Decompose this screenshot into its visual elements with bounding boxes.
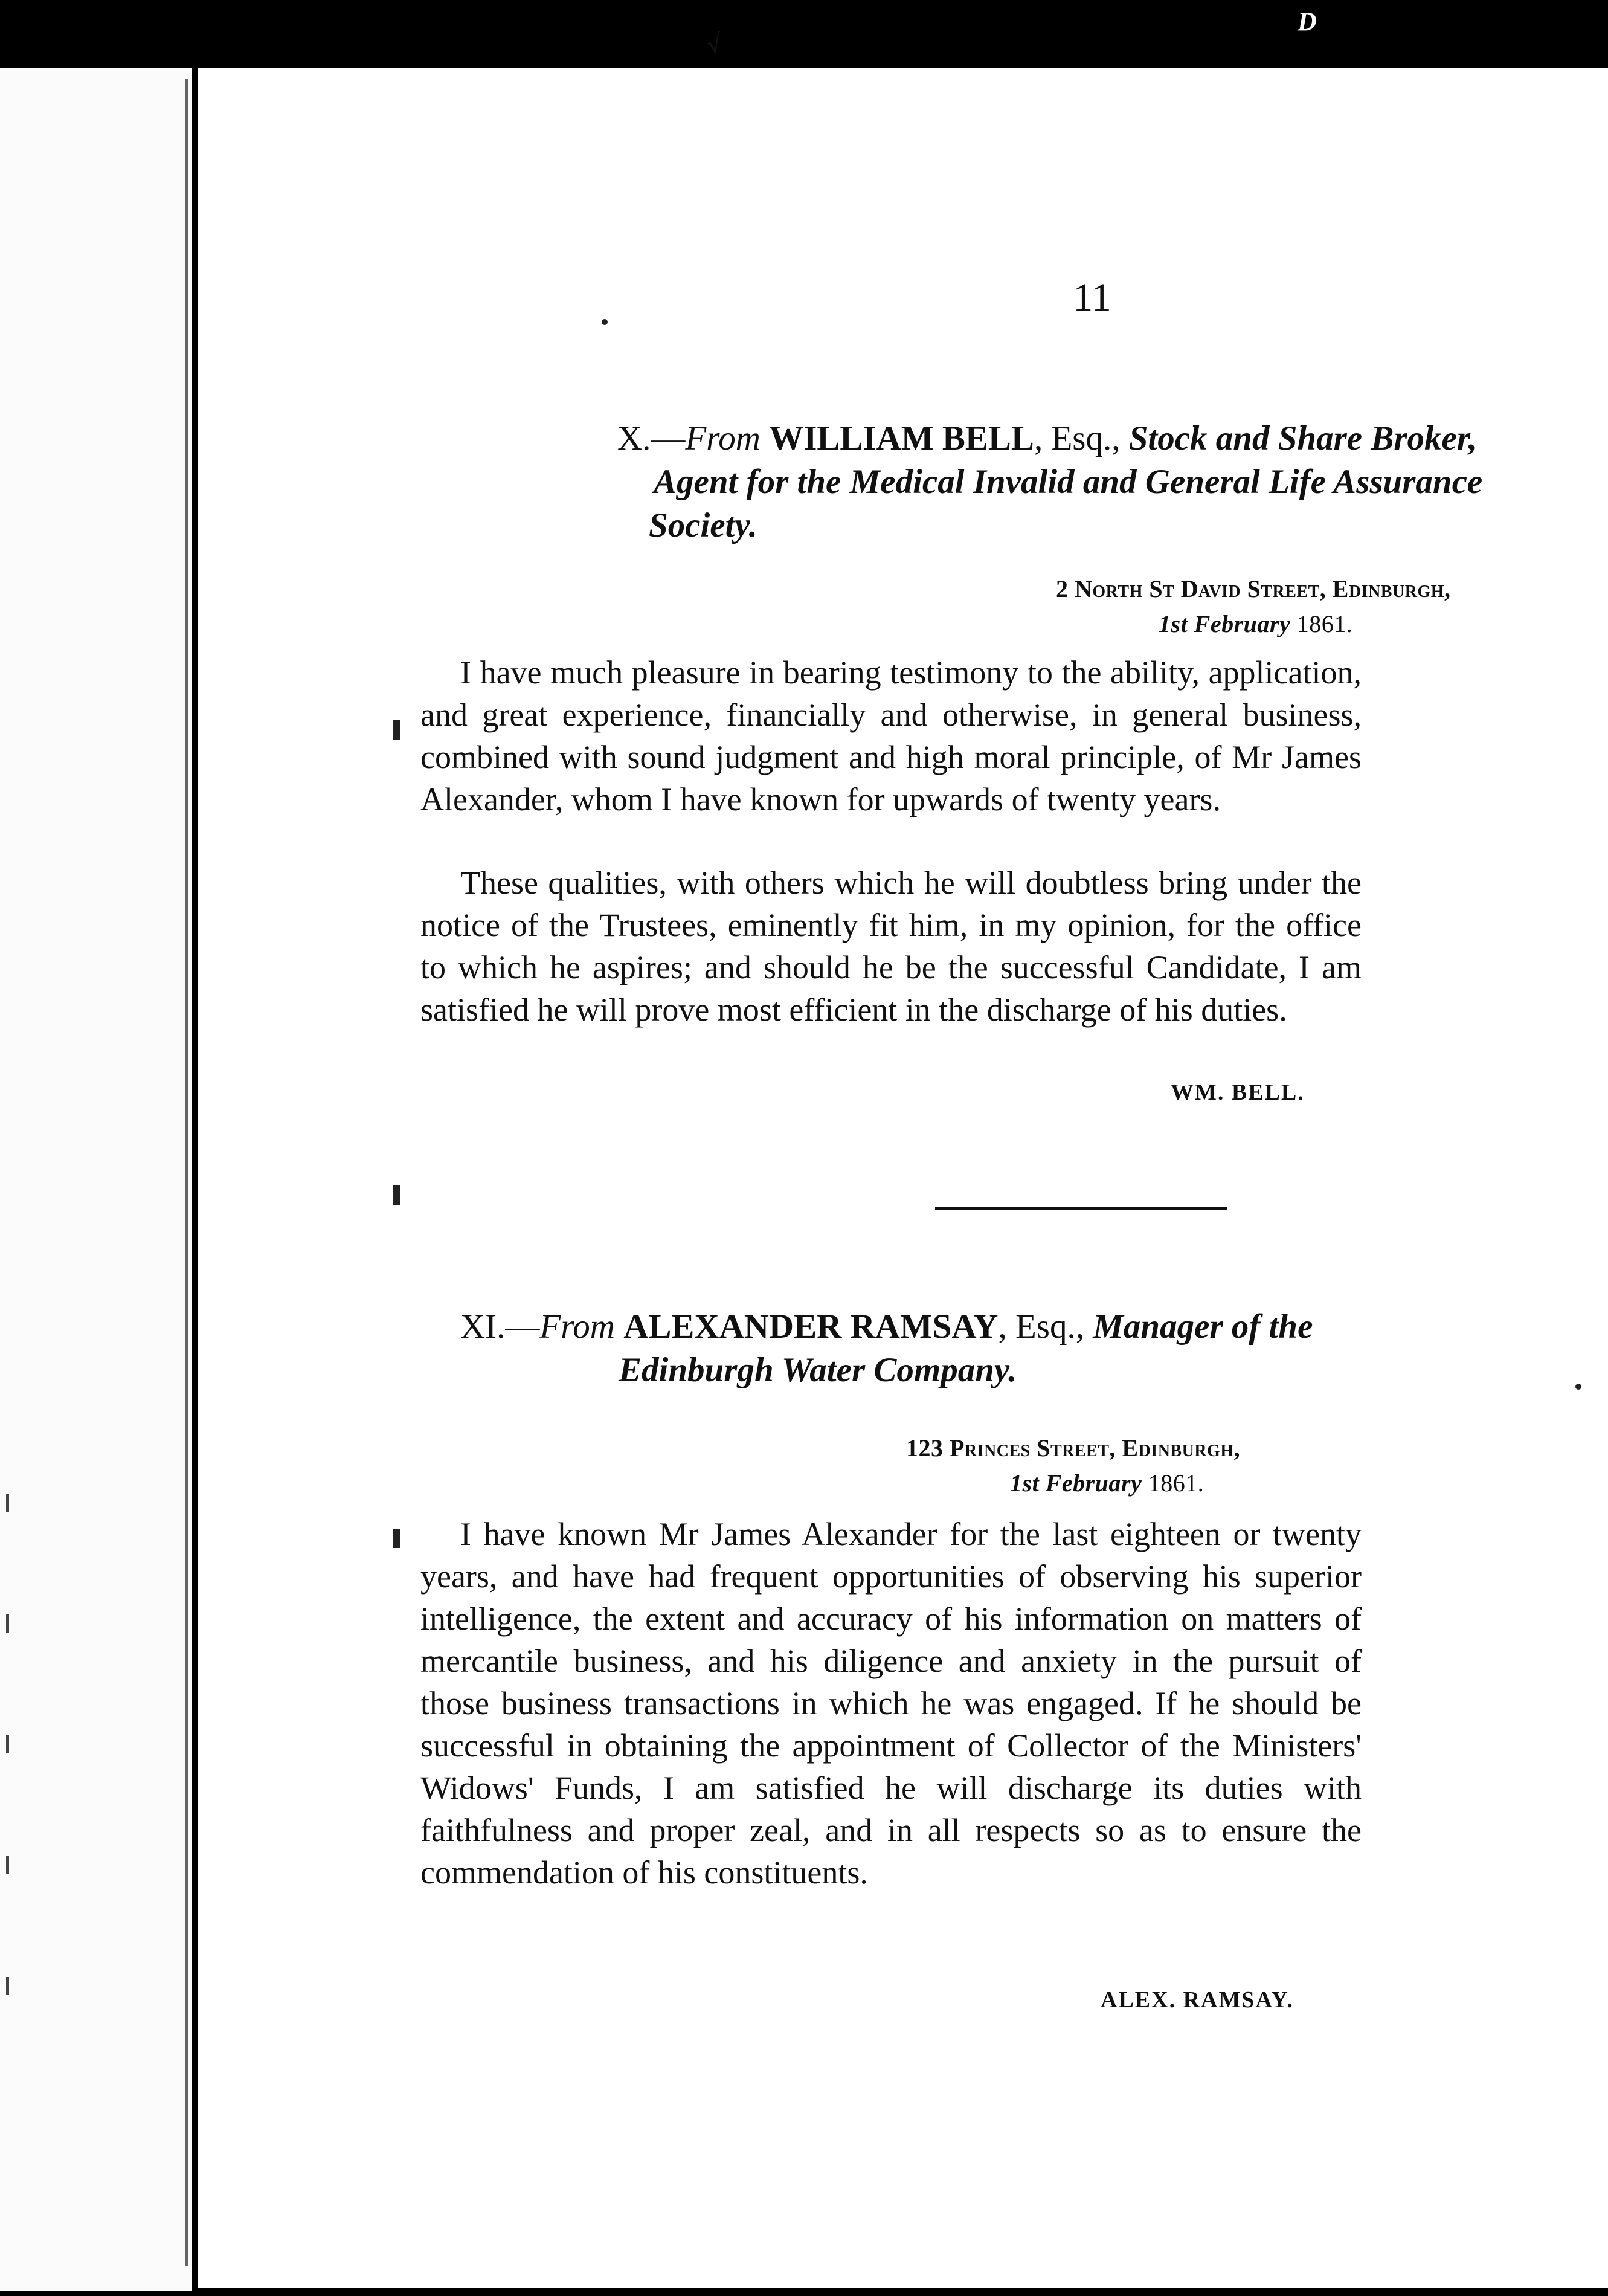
left-page-mark	[6, 1856, 9, 1874]
margin-tick	[393, 1185, 400, 1205]
top-check-mark: √	[703, 28, 726, 60]
left-page-mark	[6, 1494, 9, 1512]
page-number: 11	[1073, 276, 1111, 320]
letter-10-paragraph-1: I have much pleasure in bearing testimony to the ability, application, and great experience, financially and otherwise, in general business, combined with sound judgment and high moral principle, of Mr James Alexander, whom I have known for upwards of twenty years.	[420, 654, 1362, 817]
letter-11-numeral: XI.—	[460, 1308, 540, 1346]
document-page	[198, 68, 1608, 2288]
letter-10-suffix: , Esq.,	[1034, 419, 1121, 457]
left-page-mark	[6, 1977, 9, 1995]
letter-10-heading	[617, 417, 1572, 547]
letter-11-address-line: 123 Princes Street, Edinburgh,	[906, 1434, 1241, 1462]
letter-10-title-line-1: Stock and Share Broker,	[1128, 419, 1478, 457]
margin-tick	[393, 1529, 400, 1548]
letter-11-heading	[460, 1305, 1427, 1392]
letter-10-sender: WILLIAM BELL	[769, 419, 1034, 457]
letter-10-title-line-3: Society.	[649, 506, 757, 544]
left-page-mark	[6, 1735, 9, 1753]
specks	[1575, 1384, 1581, 1390]
letter-11-sender: ALEXANDER RAMSAY	[623, 1308, 999, 1346]
letter-11-date: 1st February	[1010, 1469, 1142, 1497]
left-page-edge	[0, 68, 192, 2291]
page-gutter-line	[185, 79, 188, 2266]
letter-10-title-line-2: Agent for the Medical Invalid and General Life Assurance	[654, 463, 1483, 501]
letter-11-from: From	[539, 1308, 615, 1346]
letter-10-paragraph-2: These qualities, with others which he will doubtless bring under the notice of the Trustees, eminently fit him, in my opinion, for the office to which he aspires; and should he be the successful Candidate, I am satisfied he will prove most efficient in the discharge of his duties.	[420, 865, 1362, 1028]
specks	[602, 319, 608, 325]
letter-11-address	[906, 1431, 1534, 1501]
letter-11-title-line-1: Manager of the	[1093, 1308, 1313, 1346]
letter-11-suffix: , Esq.,	[998, 1308, 1084, 1346]
letter-10-date: 1st February	[1159, 610, 1291, 637]
letter-11-paragraph: I have known Mr James Alexander for the last eighteen or twenty years, and have had frequent opportunities of observing his superior intelligence, the extent and accuracy of his information on matters of mercantile business, and his diligence and anxiety in the pursuit of those business transactions in which he was engaged. If he should be successful in obtaining the appointment of Collector of the Ministers' Widows' Funds, I am satisfied he will discharge its duties with faithfulness and proper zeal, and in all respects so as to ensure the commendation of his constituents.	[420, 1516, 1362, 1891]
letter-10-address	[1056, 572, 1551, 642]
letter-11-year: 1861.	[1148, 1469, 1204, 1497]
margin-tick	[393, 720, 400, 740]
letter-10-signature: WM. BELL.	[1171, 1080, 1305, 1105]
letter-10-year: 1861.	[1296, 610, 1353, 637]
top-corner-letter-mark: D	[1298, 7, 1317, 36]
letter-10-address-line: 2 North St David Street, Edinburgh,	[1056, 575, 1451, 602]
section-divider	[935, 1207, 1227, 1210]
letter-10-numeral: X.—	[617, 419, 686, 457]
left-page-mark	[6, 1614, 9, 1633]
letter-10-from: From	[685, 419, 761, 457]
letter-11-title-line-2: Edinburgh Water Company.	[619, 1351, 1017, 1389]
letter-11-signature: ALEX. RAMSAY.	[1101, 1987, 1294, 2013]
